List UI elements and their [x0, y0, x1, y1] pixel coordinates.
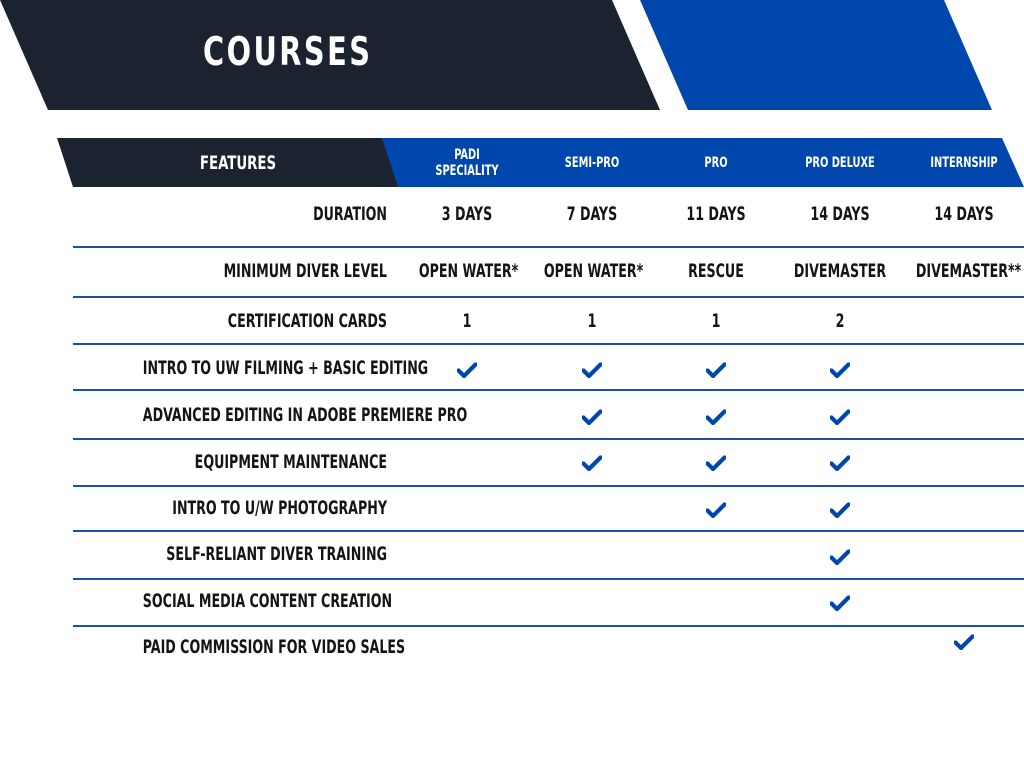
row-label: PAID COMMISSION FOR VIDEO SALES — [142, 636, 406, 658]
table-cell: 14 DAYS — [934, 203, 994, 225]
row-label: CERTIFICATION CARDS — [227, 310, 387, 332]
row-label: INTRO TO U/W PHOTOGRAPHY — [172, 497, 387, 519]
row-label: EQUIPMENT MAINTENANCE — [194, 451, 387, 473]
row-label: SELF-RELIANT DIVER TRAINING — [166, 543, 387, 565]
course-header-0: PADI SPECIALITY — [435, 146, 499, 179]
table-cell: 11 DAYS — [686, 203, 746, 225]
table-cell: RESCUE — [688, 260, 744, 282]
checkmark-icon — [706, 362, 726, 378]
checkmark-icon — [830, 549, 850, 565]
row-divider — [73, 296, 1024, 298]
features-header: FEATURES — [199, 151, 277, 174]
table-cell: 3 DAYS — [441, 203, 493, 225]
course-header-4: INTERNSHIP — [930, 154, 998, 171]
checkmark-icon — [582, 455, 602, 471]
row-label: ADVANCED EDITING IN ADOBE PREMIERE PRO — [142, 404, 468, 426]
checkmark-icon — [954, 634, 974, 650]
checkmark-icon — [830, 409, 850, 425]
checkmark-icon — [582, 409, 602, 425]
checkmark-icon — [706, 409, 726, 425]
table-cell: 14 DAYS — [810, 203, 870, 225]
table-cell: 1 — [462, 310, 472, 332]
checkmark-icon — [830, 595, 850, 611]
course-header-2: PRO — [704, 154, 728, 171]
checkmark-icon — [830, 455, 850, 471]
checkmark-icon — [457, 362, 477, 378]
row-divider — [73, 343, 1024, 345]
course-header-3: PRO DELUXE — [805, 154, 875, 171]
row-label: MINIMUM DIVER LEVEL — [223, 260, 387, 282]
row-divider — [73, 389, 1024, 391]
row-divider — [73, 578, 1024, 580]
checkmark-icon — [706, 455, 726, 471]
row-divider — [73, 246, 1024, 248]
accent-banner — [640, 0, 992, 110]
course-header-1: SEMI-PRO — [564, 154, 620, 171]
table-cell: DIVEMASTER** — [915, 260, 1022, 282]
checkmark-icon — [582, 362, 602, 378]
checkmark-icon — [830, 502, 850, 518]
table-cell: 7 DAYS — [566, 203, 618, 225]
table-cell: DIVEMASTER — [793, 260, 887, 282]
table-cell: 2 — [835, 310, 845, 332]
row-divider — [73, 485, 1024, 487]
row-divider — [73, 530, 1024, 532]
checkmark-icon — [830, 362, 850, 378]
table-cell: OPEN WATER* — [543, 260, 644, 282]
page-title: COURSES — [203, 30, 373, 75]
row-divider — [73, 438, 1024, 440]
row-label: DURATION — [313, 203, 387, 225]
table-cell: 1 — [587, 310, 597, 332]
table-cell: 1 — [711, 310, 721, 332]
table-cell: OPEN WATER* — [418, 260, 519, 282]
row-label: SOCIAL MEDIA CONTENT CREATION — [142, 590, 393, 612]
row-divider — [73, 625, 1024, 627]
row-label: INTRO TO UW FILMING + BASIC EDITING — [142, 357, 429, 379]
checkmark-icon — [706, 502, 726, 518]
